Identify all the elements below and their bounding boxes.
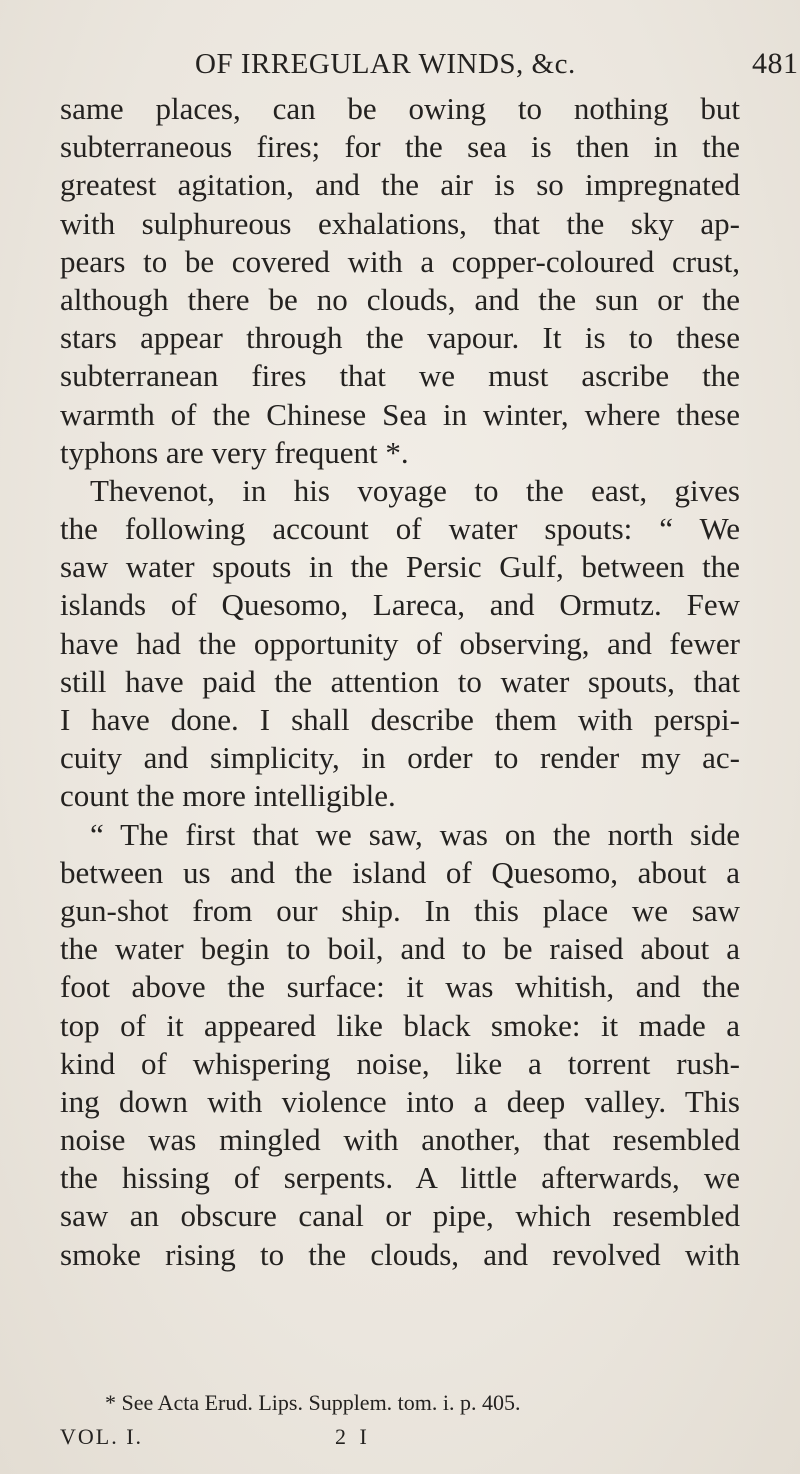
text-line: noise was mingled with another, that resembled	[60, 1122, 740, 1158]
text-line: top of it appeared like black smoke: it made a	[60, 1007, 740, 1043]
body-text	[60, 90, 740, 1274]
text-line: smoke rising to the clouds, and revolved with	[60, 1236, 740, 1272]
text-line: the hissing of serpents. A little afterwards, we	[60, 1160, 740, 1196]
paragraph-start: “ The first that we saw, was on the north side	[90, 816, 740, 852]
text-line: pears to be covered with a copper-coloured crust,	[60, 243, 740, 279]
text-line: with sulphureous exhalations, that the sky ap-	[60, 205, 740, 241]
text-line: same places, can be owing to nothing but	[60, 91, 740, 126]
text-line: although there be no clouds, and the sun or the	[60, 281, 740, 317]
text-line: subterraneous fires; for the sea is then in the	[60, 129, 740, 165]
text-line: stars appear through the vapour. It is to these	[60, 320, 740, 356]
text-line: count the more intelligible.	[60, 778, 396, 814]
text-line: saw water spouts in the Persic Gulf, between the	[60, 549, 740, 585]
running-head-title: OF IRREGULAR WINDS, &c.	[195, 48, 576, 80]
footnote: * See Acta Erud. Lips. Supplem. tom. i. p. 405.	[105, 1390, 521, 1415]
volume-mark: VOL. I.	[60, 1424, 144, 1449]
text-line: have had the opportunity of observing, and fewer	[60, 625, 740, 661]
text-line: the water begin to boil, and to be raised about a	[60, 931, 740, 967]
text-line: typhons are very frequent *.	[60, 434, 409, 470]
text-line: greatest agitation, and the air is so impregnated	[60, 167, 740, 203]
text-line: gun-shot from our ship. In this place we saw	[60, 892, 740, 928]
page-number: 481	[752, 47, 799, 80]
text-line: subterranean fires that we must ascribe the	[60, 358, 740, 394]
text-line: foot above the surface: it was whitish, and the	[60, 969, 740, 1005]
text-line: warmth of the Chinese Sea in winter, where these	[60, 396, 740, 432]
text-line: I have done. I shall describe them with perspi-	[60, 702, 740, 737]
text-line: kind of whispering noise, like a torrent rush-	[60, 1045, 740, 1081]
text-line: between us and the island of Quesomo, about a	[60, 854, 740, 890]
text-line: cuity and simplicity, in order to render my ac-	[60, 740, 740, 776]
text-line: still have paid the attention to water spouts, that	[60, 663, 740, 699]
paragraph-start: Thevenot, in his voyage to the east, gives	[90, 472, 740, 508]
text-line: saw an obscure canal or pipe, which resembled	[60, 1198, 740, 1234]
signature-mark: 2 I	[335, 1424, 371, 1449]
text-line: ing down with violence into a deep valley. This	[60, 1083, 740, 1119]
text-line: the following account of water spouts: “ We	[60, 511, 740, 547]
text-line: islands of Quesomo, Lareca, and Ormutz. Few	[60, 587, 740, 623]
running-head	[195, 44, 799, 84]
